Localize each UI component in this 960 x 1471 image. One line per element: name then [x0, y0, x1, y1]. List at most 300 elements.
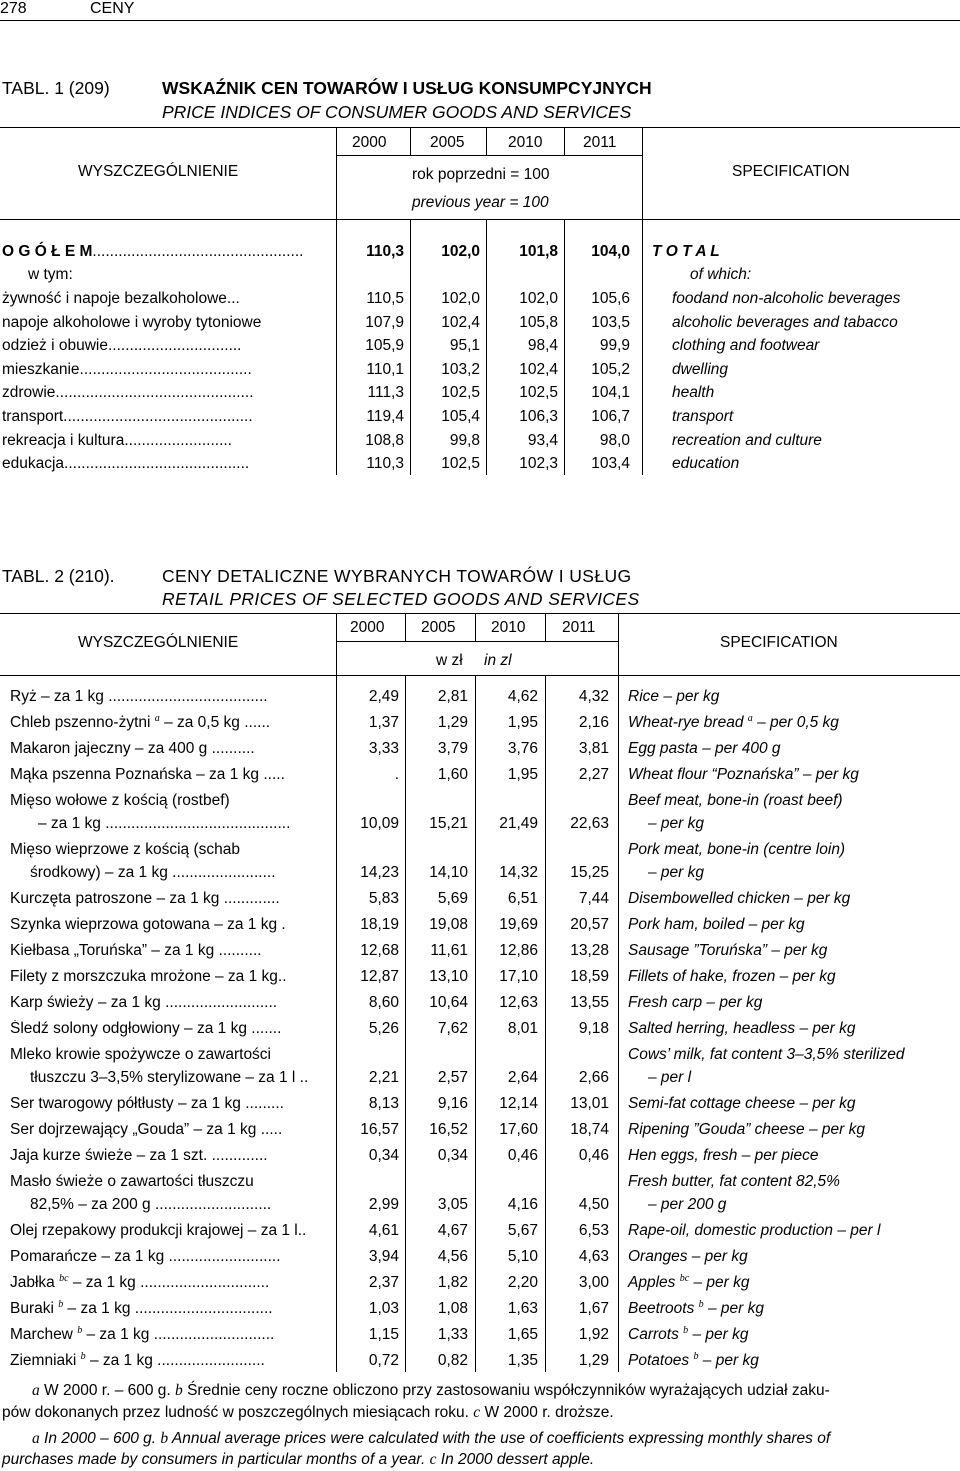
fn-pl-c: W 2000 r. droższe. — [480, 1404, 614, 1421]
t2-row-value: 2,37 — [368, 1274, 399, 1291]
t1-year-1: 2005 — [430, 134, 465, 151]
t2-row-pl: Kurczęta patroszone — [10, 890, 153, 907]
t2-row-pl: Śledź solony odgłowiony — [10, 1020, 180, 1037]
t2-row-value: 4,16 — [507, 1196, 538, 1213]
t2-row-en-main: Ripening ”Gouda” cheese — [628, 1121, 805, 1138]
t2-row-pl-line2 — [10, 864, 334, 882]
t2-unit-en: in zl — [484, 652, 512, 669]
t2-vline-1 — [405, 613, 406, 641]
page-number: 278 — [0, 0, 27, 17]
t2-vline-2 — [475, 613, 476, 641]
t1-row-value: 102,0 — [441, 290, 480, 307]
t2-row-dots: ........................................... — [100, 815, 291, 832]
t2-row-en-main: Beetroots — [628, 1300, 695, 1317]
t2-row-en-main: Wheat-rye bread — [628, 714, 744, 731]
t2-row-pl-rest: – za 1 kg — [152, 890, 220, 907]
t2-row-pl2: środkowy) – za 1 kg — [30, 864, 168, 881]
t2-row-value: 9,18 — [578, 1020, 609, 1037]
t2-row-en-main: Carrots — [628, 1326, 679, 1343]
t2-row-label — [10, 766, 334, 784]
t1-row-value: 110,5 — [366, 290, 404, 307]
footnote-pl-line2 — [2, 1404, 614, 1422]
t2-row-en-line1: Pork meat, bone-in (centre loin) — [628, 841, 846, 858]
t2-row-value: 0,34 — [437, 1147, 468, 1164]
footnote-en-line1 — [32, 1430, 830, 1448]
t1-total-pl: O G Ó Ł E M — [2, 243, 93, 260]
t2-row-en-rest: – per kg — [688, 1326, 749, 1343]
t1-row-value: 102,5 — [441, 384, 480, 402]
t1-row-label — [2, 337, 334, 355]
t2-row-pl: Makaron jajeczny — [10, 740, 131, 757]
t2-row-label — [10, 916, 334, 934]
t1-row-value: 105,6 — [591, 290, 630, 307]
t2-row-en — [628, 1222, 880, 1240]
t2-row-pl: Olej rzepakowy produkcji krajowej — [10, 1222, 244, 1239]
t2-row-value: 1,29 — [578, 1352, 609, 1369]
t1-unit-en: previous year = 100 — [412, 194, 549, 211]
t2-row-pl2: tłuszczu 3–3,5% sterylizowane – za 1 l — [30, 1069, 296, 1086]
t1-row-pl: zdrowie — [2, 384, 56, 402]
t2-row-en-rest: – per l — [833, 1222, 881, 1239]
t2-row-dots: .......... — [207, 740, 255, 757]
t2-row-en-main: Potatoes — [628, 1352, 690, 1369]
t2-vline-3 — [545, 613, 546, 641]
t2-row-value: 1,33 — [437, 1326, 468, 1343]
t1-row-value: 102,4 — [441, 313, 480, 331]
t2-row-dots: ............. — [207, 1147, 268, 1164]
t1-row-value: 98,0 — [599, 431, 630, 449]
fn-pl-b-mark: b — [175, 1382, 183, 1399]
t1-total-v2: 101,8 — [519, 243, 558, 260]
t2-row-value: 17,60 — [499, 1121, 538, 1138]
t1-row-dots: ... — [226, 290, 240, 307]
t1-row-value: 110,3 — [366, 455, 404, 473]
t1-row-label — [2, 361, 334, 379]
t2-row-dots: ..... — [259, 766, 285, 783]
t2-row-en-line1: Fresh butter, fat content 82,5% — [628, 1173, 840, 1190]
t2-row-dots: ...... — [239, 714, 271, 731]
t1-row-value: 99,8 — [449, 431, 480, 449]
t1-row-value: 102,3 — [519, 455, 558, 473]
t2-row-value: 3,81 — [578, 740, 609, 757]
t2-row-en-main: Oranges — [628, 1248, 688, 1265]
t1-total-v1: 102,0 — [441, 243, 480, 260]
t2-row-value: 19,08 — [429, 916, 468, 933]
t2-row-dots: . — [277, 916, 286, 933]
t2-row-value: 10,09 — [360, 815, 399, 832]
t2-row-dots: ........................... — [150, 1196, 272, 1213]
t1-row-pl: edukacja — [2, 455, 65, 473]
t2-row-dots: ................................ — [130, 1300, 273, 1317]
t2-row-value: 14,10 — [429, 864, 468, 881]
t1-row-value: 108,8 — [365, 431, 404, 449]
t2-row-en-main: Apples — [628, 1274, 676, 1291]
fn-en-c: In 2000 dessert apple. — [436, 1451, 595, 1468]
t1-total-label — [2, 243, 303, 261]
fn-en-a-mark: a — [32, 1430, 40, 1447]
t2-row-value: 4,67 — [437, 1222, 468, 1239]
t2-row-value: 2,81 — [437, 688, 468, 705]
t1-row-value: 102,4 — [519, 360, 558, 378]
t1-vline-1 — [410, 127, 411, 155]
t2-row-pl-line2 — [10, 815, 334, 833]
t1-row-dots: ............................................ — [63, 408, 253, 425]
t2-row-value: 1,92 — [578, 1326, 609, 1343]
t2-row-value: 14,23 — [360, 864, 399, 881]
t2-row-pl-rest: – za 1 kg — [189, 1121, 257, 1138]
t2-row-en — [628, 1352, 759, 1370]
t2-row-dots: ........................ — [167, 864, 276, 881]
t1-row-pl: żywność i napoje bezalkoholowe — [2, 290, 227, 307]
t1-row-value: 106,7 — [591, 408, 630, 425]
t2-row-value: 13,28 — [570, 942, 609, 959]
t1-vline-4 — [642, 127, 643, 475]
t2-row-value: 8,01 — [507, 1020, 538, 1037]
t2-row-value: 4,61 — [368, 1222, 399, 1239]
fn-pl-a: W 2000 r. – 600 g. — [39, 1382, 176, 1399]
t2-row-pl-rest: – za 0,5 kg — [159, 714, 240, 731]
t2-row-value: 15,25 — [570, 864, 609, 881]
t2-row-pl-rest: – za 1 szt. — [132, 1147, 208, 1164]
t2-row-en — [628, 766, 859, 784]
t2-row-en — [628, 890, 850, 908]
table-2-top-rule — [0, 613, 960, 614]
t2-row-value: 2,64 — [507, 1069, 538, 1086]
t2-row-label — [10, 890, 334, 908]
t2-row-en-sup: b — [698, 1299, 704, 1310]
t2-row-value: 4,56 — [437, 1248, 468, 1265]
t1-row-label — [2, 408, 334, 426]
t2-row-pl-rest: – za 1 kg — [82, 1326, 150, 1343]
t2-row-en-rest: – per kg — [698, 1352, 759, 1369]
t2-row-pl-line1: Mięso wieprzowe z kością (schab — [10, 841, 241, 858]
t2-row-pl: Jabłka — [10, 1274, 55, 1291]
t1-row-value: 105,8 — [519, 313, 558, 331]
t2-row-en-rest: – per kg — [702, 994, 763, 1011]
t1-row-pl: transport — [2, 408, 64, 425]
t2-row-en — [628, 994, 762, 1012]
t2-row-value: 15,21 — [429, 815, 468, 832]
t2-row-label — [10, 1121, 334, 1139]
table-2-header-bottom-rule — [0, 675, 960, 676]
t2-row-en-rest: – per kg — [775, 968, 836, 985]
t1-row-pl: napoje alkoholowe i wyroby tytoniowe — [2, 313, 262, 331]
t1-row-dots: ........................................... — [64, 455, 250, 473]
t2-row-pl-rest: – za 1 kg — [85, 1352, 153, 1369]
footnote-en-line2 — [2, 1451, 594, 1469]
t2-vline-4 — [618, 613, 619, 1372]
t2-row-pl-line1: Mięso wołowe z kością (rostbef) — [10, 792, 230, 809]
t1-row-value: 105,4 — [441, 408, 480, 425]
t1-row-value: 110,1 — [366, 360, 404, 378]
t2-row-label — [10, 1352, 334, 1370]
t1-year-0: 2000 — [352, 134, 387, 151]
t2-row-en-main: Hen eggs, fresh — [628, 1147, 738, 1164]
t2-year-2: 2010 — [491, 619, 526, 636]
t1-row-pl: odzież i obuwie — [2, 337, 108, 355]
t2-row-en-main: Egg pasta — [628, 740, 698, 757]
t2-row-value: 4,62 — [507, 688, 538, 705]
t2-row-pl: Buraki — [10, 1300, 54, 1317]
t1-row-dots: ......................... — [124, 431, 232, 449]
t2-row-en-main: Rape-oil, domestic production — [628, 1222, 834, 1239]
t2-row-pl: Marchew — [10, 1326, 73, 1343]
t2-row-value: 5,83 — [368, 890, 399, 907]
t2-row-value: 1,65 — [507, 1326, 538, 1343]
t2-row-value: 5,69 — [437, 890, 468, 907]
t2-row-en-sup: bc — [679, 1273, 690, 1284]
t2-row-pl2: 82,5% – za 200 g — [30, 1196, 151, 1213]
t2-row-value: 7,44 — [578, 890, 609, 907]
table-1-title-en: PRICE INDICES OF CONSUMER GOODS AND SERVICES — [162, 102, 632, 122]
t2-row-dots: ............. — [219, 890, 280, 907]
t2-row-en-rest: – per kg — [789, 890, 851, 907]
t2-row-en-main: Wheat flour “Poznańska” — [628, 766, 799, 783]
t2-row-en-main: Sausage ”Toruńska” — [628, 942, 768, 959]
t2-row-en — [628, 1121, 865, 1139]
t2-row-value: 12,14 — [499, 1095, 538, 1112]
t2-row-pl-line1: Mleko krowie spożywcze o zawartości — [10, 1046, 272, 1063]
t1-vline-3 — [564, 127, 565, 155]
t2-row-value: 1,35 — [507, 1352, 538, 1369]
t2-row-label — [10, 714, 334, 732]
t1-row-en: education — [672, 455, 740, 473]
t2-row-value: 6,51 — [507, 890, 538, 907]
t2-row-pl: Filety z morszczuka mrożone — [10, 968, 211, 985]
t2-header-right: SPECIFICATION — [720, 634, 838, 651]
t2-row-value: 14,32 — [499, 864, 538, 881]
t2-row-dots: .......................... — [160, 994, 278, 1011]
t1-row-value: 105,9 — [365, 337, 404, 355]
t1-row-value: 104,1 — [591, 384, 630, 402]
t1-total-dots-fill: .............................................. — [105, 243, 304, 260]
t2-row-en-line2: – per kg — [648, 815, 705, 832]
t2-row-en-line2: – per 200 g — [648, 1196, 727, 1213]
t2-row-dots: .. — [277, 968, 287, 985]
table-1-header-bottom-rule — [0, 219, 960, 220]
t2-row-pl-rest: – za 400 g — [130, 740, 208, 757]
t2-row-value: 1,60 — [437, 766, 468, 783]
t2-row-dots: .. — [295, 1069, 309, 1086]
t2-row-label — [10, 688, 334, 706]
fn-pl-a-mark: a — [32, 1382, 40, 1399]
t2-row-value: 2,49 — [368, 688, 399, 705]
t2-row-value: 1,95 — [507, 766, 538, 783]
t2-row-label — [10, 1248, 334, 1266]
t2-row-en-rest: – per piece — [737, 1147, 819, 1164]
t2-row-label — [10, 1095, 334, 1113]
t2-row-value: 20,57 — [570, 916, 609, 933]
t2-row-en-line1: Beef meat, bone-in (roast beef) — [628, 792, 843, 809]
t2-row-value: 3,00 — [578, 1274, 609, 1291]
t2-row-value: 7,62 — [437, 1020, 468, 1037]
t1-year-2: 2010 — [508, 134, 543, 151]
t2-row-pl-line1: Masło świeże o zawartości tłuszczu — [10, 1173, 254, 1190]
t1-row-value: 102,5 — [441, 455, 480, 473]
t2-row-value: 3,76 — [507, 740, 538, 757]
t2-row-pl: Ziemniaki — [10, 1352, 77, 1369]
t2-row-value: 9,16 — [437, 1095, 468, 1112]
table-2-title-pl: CENY DETALICZNE WYBRANYCH TOWARÓW I USŁUG — [162, 566, 632, 586]
t2-row-dots: ......... — [240, 1095, 284, 1112]
t2-row-pl: Karp świeży — [10, 994, 94, 1011]
t2-row-label — [10, 1300, 334, 1318]
t1-row-dots: .............................................. — [55, 384, 254, 402]
t2-row-value: 12,68 — [360, 942, 399, 959]
t1-row-en: dwelling — [672, 360, 729, 378]
t2-row-en-rest: – per kg — [744, 916, 805, 933]
table-1-title-pl: WSKAŹNIK CEN TOWARÓW I USŁUG KONSUMPCYJNYCH — [162, 78, 652, 98]
t1-row-value: 103,2 — [441, 360, 480, 378]
t2-row-pl: Pomarańcze — [10, 1248, 98, 1265]
t2-row-value: 4,32 — [578, 688, 609, 705]
t2-row-pl-sup: b — [58, 1300, 64, 1310]
t2-row-value: 3,33 — [368, 740, 399, 757]
t2-row-dots: .............................. — [135, 1274, 270, 1291]
t2-row-dots: .......................... — [164, 1248, 281, 1265]
t2-row-value: 1,82 — [437, 1274, 468, 1291]
t2-row-value: 21,49 — [499, 815, 538, 832]
t2-row-value: 17,10 — [499, 968, 538, 985]
t2-row-en-rest: – per kg — [659, 688, 720, 705]
fn-pl-c-mark: c — [473, 1404, 481, 1421]
t2-row-label — [10, 740, 334, 758]
t2-row-label — [10, 1274, 334, 1292]
t2-row-en-rest: – per kg — [798, 766, 859, 783]
t1-of-which-pl: w tym: — [28, 266, 73, 283]
t2-row-en — [628, 1300, 764, 1318]
t2-row-en — [628, 740, 781, 758]
t2-row-value: 16,57 — [360, 1121, 399, 1138]
t2-row-pl-rest: – za 1 kg — [210, 968, 278, 985]
t2-row-value: 1,03 — [368, 1300, 399, 1317]
t2-row-value: 0,46 — [507, 1147, 538, 1164]
t1-row-value: 98,4 — [527, 337, 558, 355]
t2-row-dots: ............................ — [149, 1326, 275, 1343]
t2-row-en — [628, 942, 827, 960]
t1-row-value: 106,3 — [519, 408, 558, 425]
t1-row-label — [2, 290, 334, 308]
t2-row-value: . — [394, 766, 399, 783]
t1-row-value: 119,4 — [366, 408, 404, 425]
t1-row-value: 95,1 — [449, 337, 480, 355]
t2-row-en — [628, 968, 836, 986]
t2-row-pl-rest: – za 1 l — [243, 1222, 298, 1239]
t2-row-value: 19,69 — [499, 916, 538, 933]
t2-row-value: 8,60 — [368, 994, 399, 1011]
t2-row-en — [628, 1147, 818, 1165]
t2-row-value: 12,63 — [499, 994, 538, 1011]
table-2-label: TABL. 2 (210). — [2, 566, 115, 586]
t2-row-en-main: Disembowelled chicken — [628, 890, 790, 907]
t2-row-pl-rest: – za 1 kg — [191, 766, 260, 783]
t2-row-value: 2,66 — [578, 1069, 609, 1086]
table-2-title-en: RETAIL PRICES OF SELECTED GOODS AND SERVICES — [162, 589, 640, 609]
t1-row-value: 99,9 — [599, 337, 630, 355]
t2-row-value: 11,61 — [430, 942, 468, 959]
t2-row-pl: Ser dojrzewający „Gouda” — [10, 1121, 190, 1138]
t2-row-value: 2,99 — [368, 1196, 399, 1213]
t2-row-value: 22,63 — [570, 815, 609, 832]
t2-row-value: 18,59 — [570, 968, 609, 985]
t2-row-value: 6,53 — [578, 1222, 609, 1239]
t1-row-label — [2, 432, 334, 450]
t2-row-en — [628, 1248, 748, 1266]
t2-row-value: 0,82 — [437, 1352, 468, 1369]
t2-row-value: 5,67 — [507, 1222, 538, 1239]
t2-row-pl-rest: – za 1 kg — [179, 1020, 247, 1037]
t1-row-en: clothing and footwear — [672, 337, 820, 355]
t1-header-left: WYSZCZEGÓLNIENIE — [78, 163, 239, 180]
t2-row-value: 0,34 — [368, 1147, 399, 1164]
t2-unit-pl: w zł — [436, 652, 463, 669]
t2-row-value: 1,08 — [437, 1300, 468, 1317]
fn-en-b-mark: b — [160, 1430, 169, 1447]
t1-row-en: alcoholic beverages and tabacco — [672, 313, 898, 331]
t2-row-pl-sup: bc — [59, 1274, 69, 1284]
t2-row-en-line2: – per kg — [648, 864, 705, 881]
t2-row-value: 16,52 — [429, 1121, 468, 1138]
t2-row-value: 12,86 — [499, 942, 538, 959]
t2-row-en-line1: Cows’ milk, fat content 3–3,5% sterilized — [628, 1046, 905, 1063]
t2-row-value: 3,05 — [437, 1196, 468, 1213]
t2-row-pl: Jaja kurze świeże — [10, 1147, 133, 1164]
t2-row-dots: ......................... — [152, 1352, 265, 1369]
t2-row-en — [628, 1020, 855, 1038]
t2-row-en-rest: – per kg — [703, 1300, 764, 1317]
t2-row-en-rest: – per 0,5 kg — [752, 714, 839, 731]
t2-row-value: 8,13 — [368, 1095, 399, 1112]
t2-row-en-rest: – per kg — [804, 1121, 865, 1138]
t2-row-en-main: Semi-fat cottage cheese — [628, 1095, 796, 1112]
t2-row-pl-line2 — [10, 1196, 334, 1214]
t2-row-value: 2,21 — [368, 1069, 399, 1086]
t2-row-en — [628, 1274, 749, 1292]
t2-row-pl2: – za 1 kg — [38, 815, 101, 832]
t2-row-value: 12,87 — [360, 968, 399, 985]
t2-row-pl-rest: – za 1 kg — [36, 688, 104, 705]
t1-row-label — [2, 455, 334, 473]
t2-row-pl: Ser twarogowy półtłusty — [10, 1095, 174, 1112]
t2-row-value: 1,63 — [507, 1300, 538, 1317]
t1-row-en: recreation and culture — [672, 431, 822, 449]
t2-row-label — [10, 942, 334, 960]
t2-row-en — [628, 1095, 855, 1113]
t2-row-label — [10, 1020, 334, 1038]
fn-pl-line2: pów dokonanych przez ludność w poszczególnych miesiącach roku. — [2, 1404, 474, 1421]
t1-row-en: transport — [672, 408, 734, 425]
t2-year-1: 2005 — [421, 619, 456, 636]
t2-row-label — [10, 1147, 334, 1165]
t2-row-value: 18,74 — [570, 1121, 609, 1138]
t2-row-pl: Ryż — [10, 688, 37, 705]
t2-row-pl-sup: a — [154, 714, 160, 724]
fn-en-c-mark: c — [429, 1451, 437, 1468]
header-rule — [0, 20, 960, 21]
table-1-top-rule — [0, 127, 960, 128]
t2-row-pl: Szynka wieprzowa gotowana — [10, 916, 210, 933]
t2-row-label — [10, 994, 334, 1012]
t1-row-value: 105,2 — [591, 360, 630, 378]
t1-year-3: 2011 — [583, 134, 617, 151]
t2-row-value: 0,72 — [368, 1352, 399, 1369]
t2-row-value: 4,63 — [578, 1248, 609, 1265]
t1-of-which-en: of which: — [690, 266, 752, 283]
t2-row-en-rest: – per kg — [795, 1095, 856, 1112]
t2-row-value: 13,01 — [570, 1095, 609, 1112]
t1-row-dots: ............................... — [107, 337, 242, 355]
t1-row-en: health — [672, 384, 715, 402]
